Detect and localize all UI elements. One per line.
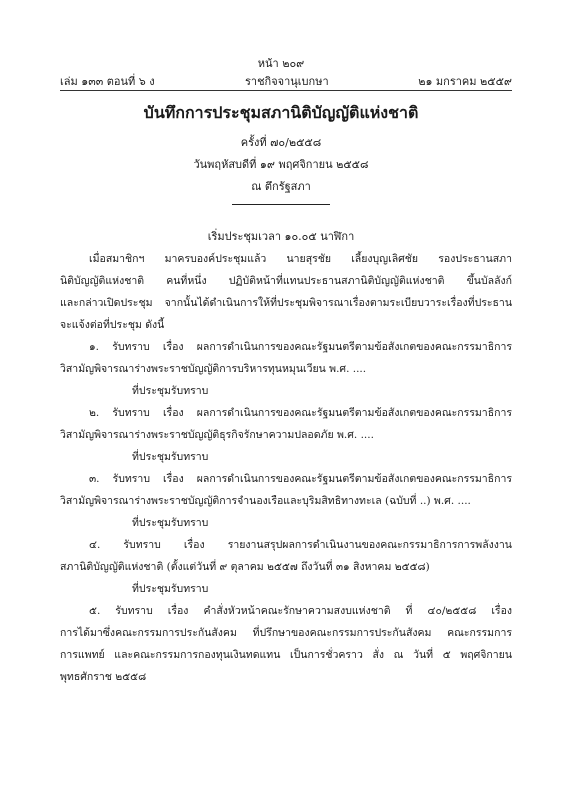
paragraph-line: ๒. รับทราบ เรื่อง ผลการดำเนินการของคณะรัฐมนตรีตามข้อสังเกตของคณะกรรมาธิการ xyxy=(89,407,512,419)
agenda-item-1 xyxy=(60,336,512,402)
volume-issue: เล่ม ๑๓๓ ตอนที่ ๖ ง xyxy=(60,75,155,88)
gazette-header xyxy=(60,72,512,86)
meeting-venue: ณ ตึกรัฐสภา xyxy=(251,180,311,193)
paragraph-line: นิติบัญญัติแห่งชาติ คนที่หนึ่ง ปฏิบัติหน้าที่แทนประธานสภานิติบัญญัติแห่งชาติ ขึ้นบัลลังก์ xyxy=(60,275,512,287)
paragraph-line: วิสามัญพิจารณาร่างพระราชบัญญัติธุรกิจรักษาความปลอดภัย พ.ศ. .... xyxy=(60,429,374,441)
agenda-item-3 xyxy=(60,468,512,534)
acknowledgement: ที่ประชุมรับทราบ xyxy=(132,385,209,397)
paragraph-line: การแพทย์ และคณะกรรมการกองทุนเงินทดแทน เป็นการชั่วคราว สั่ง ณ วันที่ ๕ พฤศจิกายน xyxy=(60,649,512,661)
paragraph-line: ๔. รับทราบ เรื่อง รายงานสรุปผลการดำเนินงานของคณะกรรมาธิการการพลังงาน xyxy=(89,539,512,551)
agenda-item-2 xyxy=(60,402,512,468)
acknowledgement: ที่ประชุมรับทราบ xyxy=(132,517,209,529)
paragraph-line: วิสามัญพิจารณาร่างพระราชบัญญัติการบริหารทุนหมุนเวียน พ.ศ. .... xyxy=(60,363,367,375)
paragraph-line: เมื่อสมาชิกฯ มาครบองค์ประชุมแล้ว นายสุรชัย เลี้ยงบุญเลิศชัย รองประธานสภา xyxy=(89,253,512,265)
gazette-name: ราชกิจจานุเบกษา xyxy=(245,75,329,88)
agenda-item-4 xyxy=(60,534,512,600)
acknowledgement: ที่ประชุมรับทราบ xyxy=(132,451,209,463)
intro-paragraph xyxy=(60,248,512,336)
paragraph-line: การได้มาซึ่งคณะกรรมการประกันสังคม ที่ปรึกษาของคณะกรรมการประกันสังคม คณะกรรมการ xyxy=(60,627,512,639)
paragraph-line: ๑. รับทราบ เรื่อง ผลการดำเนินการของคณะรัฐมนตรีตามข้อสังเกตของคณะกรรมาธิการ xyxy=(89,341,512,353)
paragraph-line: และกล่าวเปิดประชุม จากนั้นได้ดำเนินการให้ที่ประชุมพิจารณาเรื่องตามระเบียบวาระเรื่องที่ประธาน xyxy=(60,297,512,309)
page-number: หน้า ๒๐๙ xyxy=(257,57,305,70)
agenda-item-5 xyxy=(60,600,512,688)
session-number: ครั้งที่ ๗๐/๒๕๕๘ xyxy=(240,136,322,149)
paragraph-line: วิสามัญพิจารณาร่างพระราชบัญญัติการจำนองเรือและบุริมสิทธิทางทะเล (ฉบับที่ ..) พ.ศ. .... xyxy=(60,495,471,507)
paragraph-line: ๕. รับทราบ เรื่อง คำสั่งหัวหน้าคณะรักษาความสงบแห่งชาติ ที่ ๔๐/๒๕๕๘ เรื่อง xyxy=(89,605,512,617)
start-time: เริ่มประชุมเวลา ๑๐.๐๕ นาฬิกา xyxy=(207,230,355,243)
header-divider xyxy=(60,90,512,91)
paragraph-line: สภานิติบัญญัติแห่งชาติ (ตั้งแต่วันที่ ๙ ตุลาคม ๒๕๕๗ ถึงวันที่ ๓๑ สิงหาคม ๒๕๕๘) xyxy=(60,561,430,573)
gazette-date: ๒๑ มกราคม ๒๕๕๙ xyxy=(418,75,512,88)
paragraph-line: ๓. รับทราบ เรื่อง ผลการดำเนินการของคณะรัฐมนตรีตามข้อสังเกตของคณะกรรมาธิการ xyxy=(89,473,512,485)
title-divider xyxy=(232,204,330,205)
document-title: บันทึกการประชุมสภานิติบัญญัติแห่งชาติ xyxy=(143,103,419,122)
paragraph-line: พุทธศักราช ๒๕๕๘ xyxy=(60,671,147,683)
acknowledgement: ที่ประชุมรับทราบ xyxy=(132,583,209,595)
paragraph-line: จะแจ้งต่อที่ประชุม ดังนี้ xyxy=(60,319,165,331)
meeting-date: วันพฤหัสบดีที่ ๑๙ พฤศจิกายน ๒๕๕๘ xyxy=(193,158,369,171)
document-body xyxy=(60,248,512,688)
